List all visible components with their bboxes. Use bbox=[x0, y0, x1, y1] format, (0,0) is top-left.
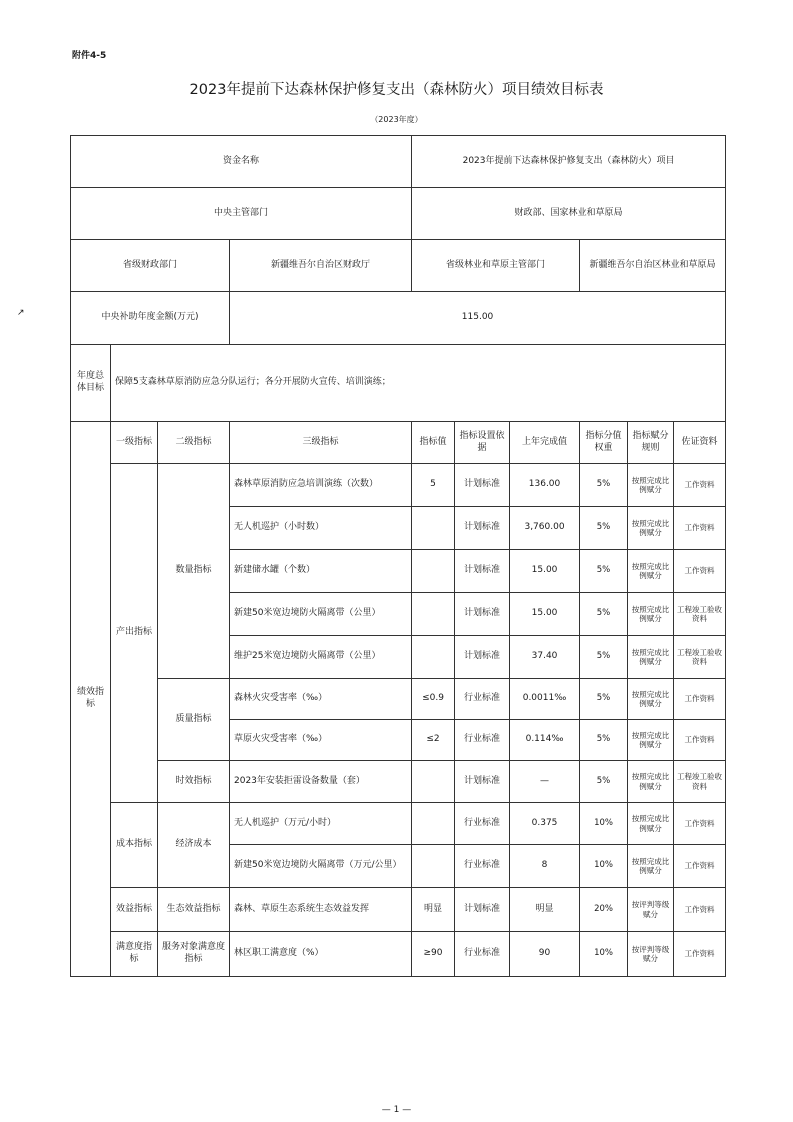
provincial-forestry-label: 省级林业和草原主管部门 bbox=[412, 240, 580, 292]
attachment-label: 附件4-5 bbox=[72, 51, 107, 61]
amount-label: 中央补助年度金额(万元) bbox=[71, 292, 230, 345]
indicator-basis: 行业标准 bbox=[455, 803, 510, 845]
indicator-basis: 计划标准 bbox=[455, 550, 510, 593]
indicator-scoring: 按照完成比例赋分 bbox=[628, 679, 674, 720]
indicator-name: 新建50米宽边境防火隔离带（公里） bbox=[230, 593, 412, 636]
indicator-weight: 20% bbox=[580, 888, 628, 932]
indicator-evidence: 工程竣工验收资料 bbox=[674, 636, 726, 679]
indicator-last-year: 37.40 bbox=[510, 636, 580, 679]
table-row bbox=[71, 932, 726, 977]
indicator-name: 草原火灾受害率（‰） bbox=[230, 720, 412, 761]
table-row bbox=[71, 888, 726, 932]
indicator-target: ≤2 bbox=[412, 720, 455, 761]
provincial-row bbox=[71, 240, 726, 292]
amount-row bbox=[71, 292, 726, 345]
header-scoring: 指标赋分规则 bbox=[628, 422, 674, 464]
header-evidence: 佐证资料 bbox=[674, 422, 726, 464]
indicator-last-year: 15.00 bbox=[510, 593, 580, 636]
indicator-name: 无人机巡护（小时数） bbox=[230, 507, 412, 550]
header-level3: 三级指标 bbox=[230, 422, 412, 464]
indicator-target bbox=[412, 761, 455, 803]
indicator-basis: 计划标准 bbox=[455, 888, 510, 932]
page-title: 2023年提前下达森林保护修复支出（森林防火）项目绩效目标表 bbox=[189, 82, 604, 98]
indicator-weight: 5% bbox=[580, 507, 628, 550]
group-quality: 质量指标 bbox=[158, 679, 230, 761]
indicator-last-year: — bbox=[510, 761, 580, 803]
indicator-basis: 行业标准 bbox=[455, 932, 510, 977]
indicator-evidence: 工作资料 bbox=[674, 720, 726, 761]
indicator-scoring: 按评判等级赋分 bbox=[628, 888, 674, 932]
indicator-scoring: 按照完成比例赋分 bbox=[628, 803, 674, 845]
header-weight: 指标分值权重 bbox=[580, 422, 628, 464]
indicator-name: 森林草原消防应急培训演练（次数） bbox=[230, 464, 412, 507]
indicator-target bbox=[412, 845, 455, 888]
indicator-last-year: 0.114‰ bbox=[510, 720, 580, 761]
goal-value: 保障5支森林草原消防应急分队运行；各分开展防火宣传、培训演练； bbox=[111, 345, 726, 422]
header-level1: 一级指标 bbox=[111, 422, 158, 464]
indicator-target: ≥90 bbox=[412, 932, 455, 977]
group-cost: 成本指标 bbox=[111, 803, 158, 888]
section-label: 绩效指标 bbox=[71, 422, 111, 977]
indicator-name: 森林火灾受害率（‰） bbox=[230, 679, 412, 720]
table-row bbox=[71, 803, 726, 845]
indicator-target bbox=[412, 803, 455, 845]
indicator-scoring: 按照完成比例赋分 bbox=[628, 720, 674, 761]
indicator-weight: 10% bbox=[580, 845, 628, 888]
provincial-label: 省级财政部门 bbox=[71, 240, 230, 292]
group-benefit: 效益指标 bbox=[111, 888, 158, 932]
indicator-target: ≤0.9 bbox=[412, 679, 455, 720]
page-number: — 1 — bbox=[381, 1105, 412, 1115]
indicator-weight: 5% bbox=[580, 636, 628, 679]
fund-value: 2023年提前下达森林保护修复支出（森林防火）项目 bbox=[412, 136, 726, 188]
indicator-evidence: 工程竣工验收资料 bbox=[674, 761, 726, 803]
header-row bbox=[71, 422, 726, 464]
indicator-evidence: 工作资料 bbox=[674, 888, 726, 932]
central-dept-value: 财政部、国家林业和草原局 bbox=[412, 188, 726, 240]
indicator-weight: 5% bbox=[580, 720, 628, 761]
fund-row bbox=[71, 136, 726, 188]
header-basis: 指标设置依据 bbox=[455, 422, 510, 464]
indicator-name: 森林、草原生态系统生态效益发挥 bbox=[230, 888, 412, 932]
indicator-target bbox=[412, 550, 455, 593]
group-eco-benefit: 生态效益指标 bbox=[158, 888, 230, 932]
indicator-last-year: 0.0011‰ bbox=[510, 679, 580, 720]
goal-label: 年度总体目标 bbox=[71, 345, 111, 422]
performance-table bbox=[70, 135, 726, 977]
indicator-weight: 10% bbox=[580, 932, 628, 977]
indicator-last-year: 0.375 bbox=[510, 803, 580, 845]
central-dept-label: 中央主管部门 bbox=[71, 188, 412, 240]
indicator-scoring: 按照完成比例赋分 bbox=[628, 593, 674, 636]
indicator-scoring: 按照完成比例赋分 bbox=[628, 761, 674, 803]
indicator-name: 2023年安装拒雷设备数量（套） bbox=[230, 761, 412, 803]
indicator-weight: 5% bbox=[580, 464, 628, 507]
amount-value: 115.00 bbox=[230, 292, 726, 345]
group-satisfaction: 满意度指标 bbox=[111, 932, 158, 977]
indicator-scoring: 按照完成比例赋分 bbox=[628, 550, 674, 593]
indicator-name: 新建储水罐（个数） bbox=[230, 550, 412, 593]
indicator-weight: 5% bbox=[580, 593, 628, 636]
indicator-evidence: 工作资料 bbox=[674, 803, 726, 845]
indicator-last-year: 15.00 bbox=[510, 550, 580, 593]
indicator-target bbox=[412, 636, 455, 679]
indicator-scoring: 按照完成比例赋分 bbox=[628, 636, 674, 679]
table-row bbox=[71, 464, 726, 507]
indicator-scoring: 按照完成比例赋分 bbox=[628, 464, 674, 507]
central-dept-row bbox=[71, 188, 726, 240]
indicator-basis: 计划标准 bbox=[455, 636, 510, 679]
indicator-weight: 5% bbox=[580, 679, 628, 720]
group-economic-cost: 经济成本 bbox=[158, 803, 230, 888]
indicator-evidence: 工作资料 bbox=[674, 679, 726, 720]
indicator-last-year: 3,760.00 bbox=[510, 507, 580, 550]
indicator-weight: 10% bbox=[580, 803, 628, 845]
indicator-basis: 计划标准 bbox=[455, 507, 510, 550]
indicator-last-year: 8 bbox=[510, 845, 580, 888]
group-service-satisfaction: 服务对象满意度指标 bbox=[158, 932, 230, 977]
indicator-target bbox=[412, 593, 455, 636]
margin-mark: ↗ bbox=[17, 308, 25, 318]
goal-row bbox=[71, 345, 726, 422]
indicator-target: 明显 bbox=[412, 888, 455, 932]
indicator-name: 新建50米宽边境防火隔离带（万元/公里） bbox=[230, 845, 412, 888]
indicator-name: 无人机巡护（万元/小时） bbox=[230, 803, 412, 845]
indicator-target: 5 bbox=[412, 464, 455, 507]
indicator-evidence: 工作资料 bbox=[674, 550, 726, 593]
indicator-scoring: 按照完成比例赋分 bbox=[628, 845, 674, 888]
indicator-basis: 行业标准 bbox=[455, 720, 510, 761]
indicator-name: 林区职工满意度（%） bbox=[230, 932, 412, 977]
header-last-year: 上年完成值 bbox=[510, 422, 580, 464]
indicator-basis: 计划标准 bbox=[455, 464, 510, 507]
table-row bbox=[71, 761, 726, 803]
indicator-last-year: 136.00 bbox=[510, 464, 580, 507]
indicator-weight: 5% bbox=[580, 761, 628, 803]
indicator-basis: 计划标准 bbox=[455, 593, 510, 636]
indicator-evidence: 工作资料 bbox=[674, 507, 726, 550]
indicator-basis: 行业标准 bbox=[455, 679, 510, 720]
indicator-scoring: 按照完成比例赋分 bbox=[628, 507, 674, 550]
indicator-scoring: 按评判等级赋分 bbox=[628, 932, 674, 977]
indicator-name: 维护25米宽边境防火隔离带（公里） bbox=[230, 636, 412, 679]
header-level2: 二级指标 bbox=[158, 422, 230, 464]
indicator-evidence: 工作资料 bbox=[674, 845, 726, 888]
indicator-evidence: 工作资料 bbox=[674, 932, 726, 977]
group-output: 产出指标 bbox=[111, 464, 158, 803]
group-quantity: 数量指标 bbox=[158, 464, 230, 679]
table-row bbox=[71, 679, 726, 720]
indicator-basis: 计划标准 bbox=[455, 761, 510, 803]
indicator-last-year: 明显 bbox=[510, 888, 580, 932]
indicator-last-year: 90 bbox=[510, 932, 580, 977]
indicator-basis: 行业标准 bbox=[455, 845, 510, 888]
header-target: 指标值 bbox=[412, 422, 455, 464]
indicator-target bbox=[412, 507, 455, 550]
year-note: （2023年度） bbox=[370, 115, 423, 124]
provincial-finance-dept: 新疆维吾尔自治区财政厅 bbox=[230, 240, 412, 292]
indicator-evidence: 工程竣工验收资料 bbox=[674, 593, 726, 636]
indicator-evidence: 工作资料 bbox=[674, 464, 726, 507]
group-timeliness: 时效指标 bbox=[158, 761, 230, 803]
indicator-weight: 5% bbox=[580, 550, 628, 593]
provincial-forestry-dept: 新疆维吾尔自治区林业和草原局 bbox=[580, 240, 726, 292]
fund-label: 资金名称 bbox=[71, 136, 412, 188]
